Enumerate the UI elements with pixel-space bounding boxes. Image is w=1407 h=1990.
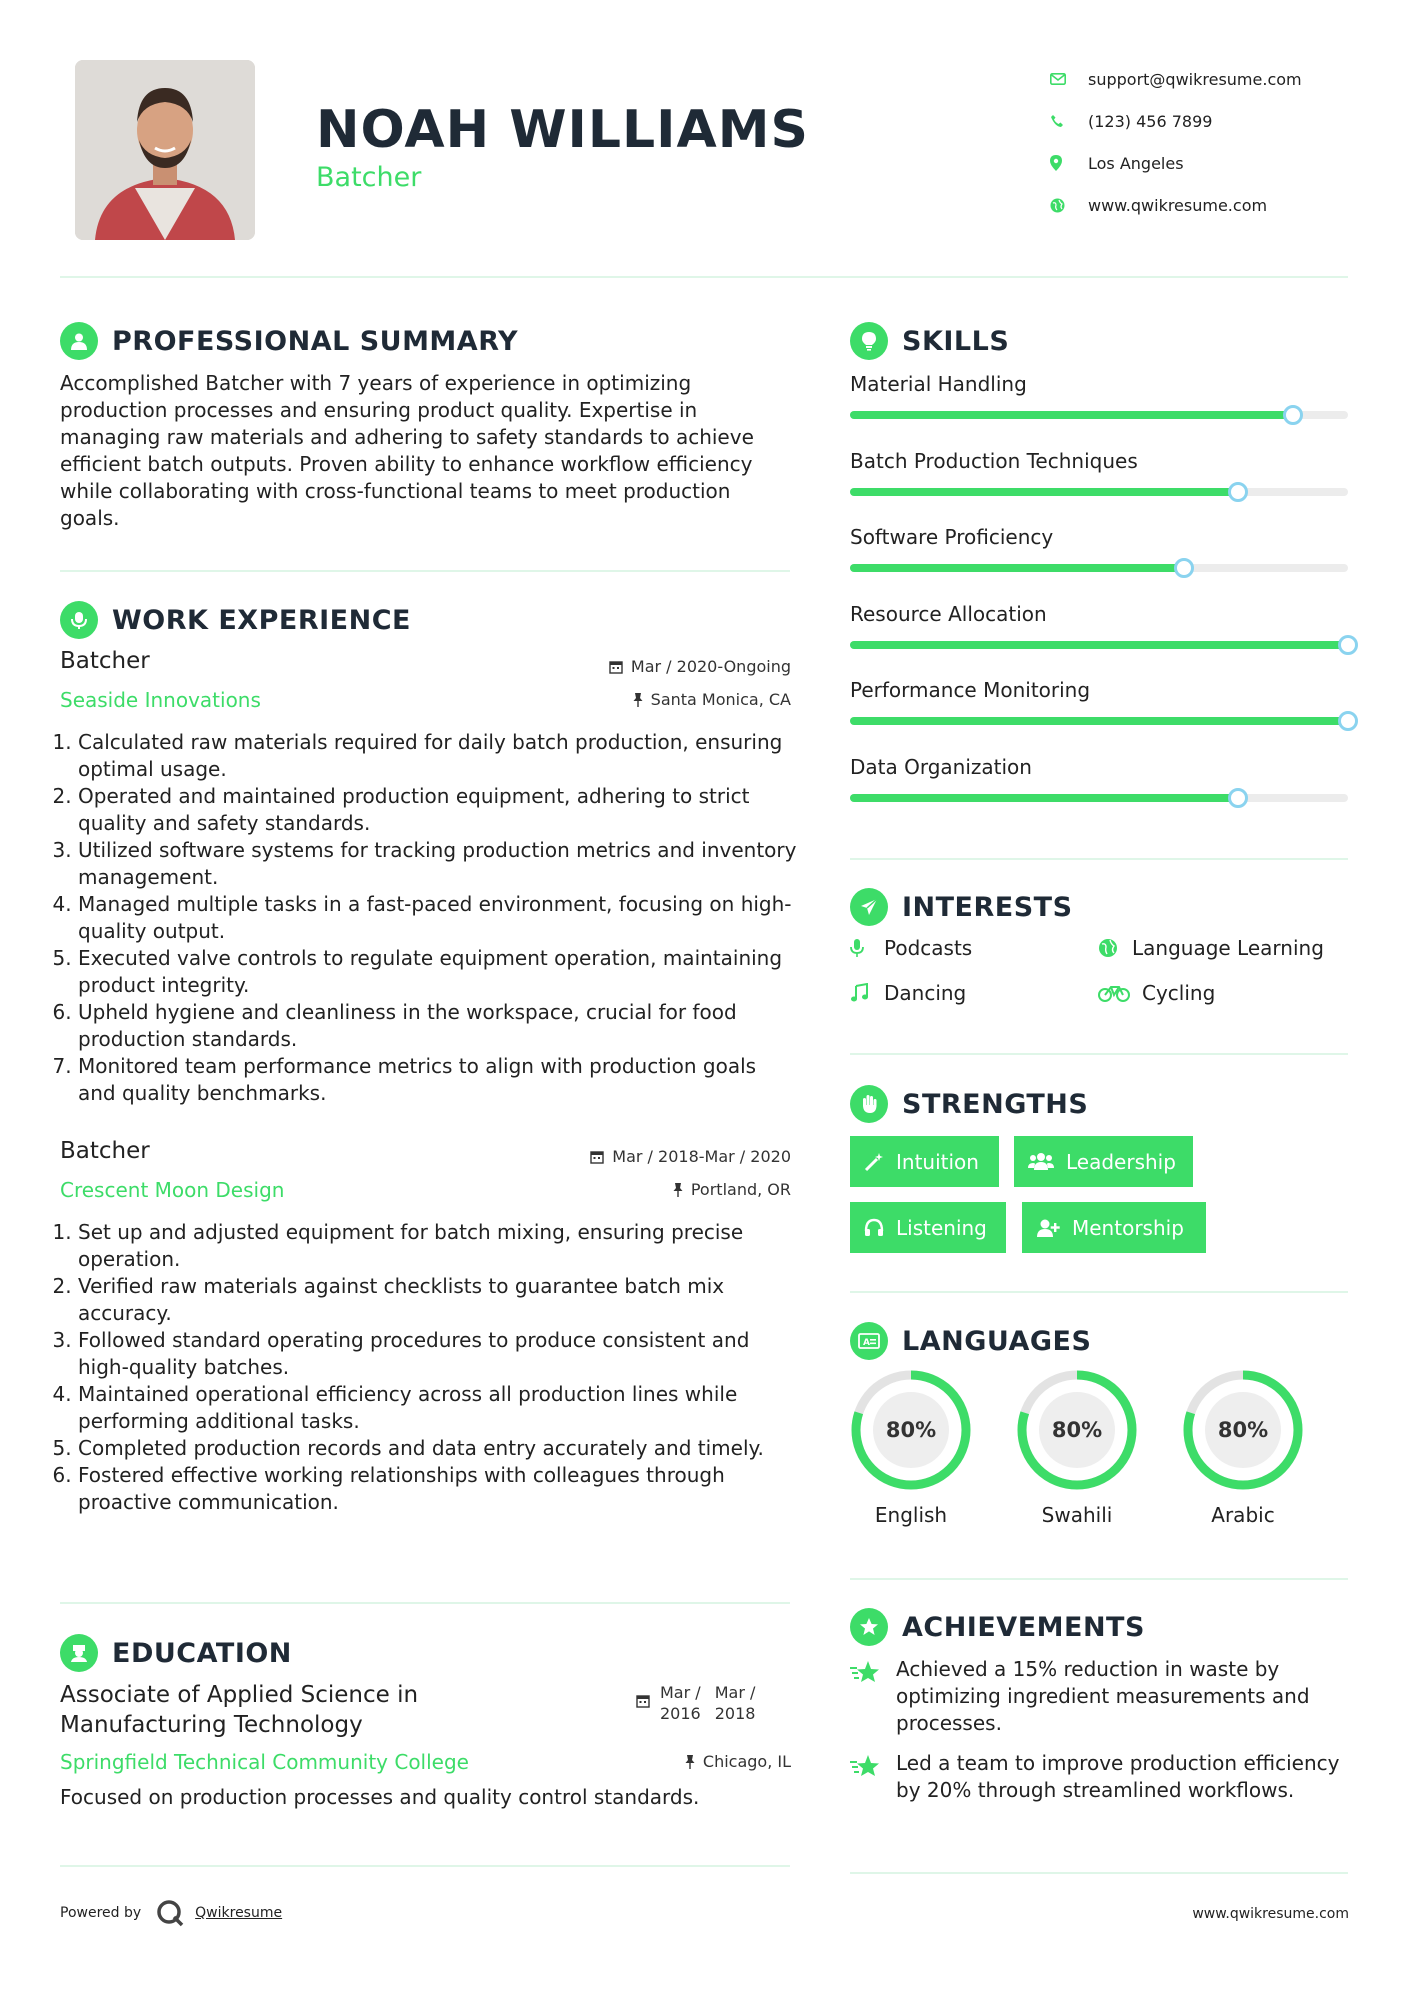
- user-plus-icon: [1036, 1218, 1060, 1238]
- calendar-icon: [609, 660, 623, 674]
- education-divider: [60, 1865, 790, 1867]
- skills-heading: [850, 322, 1009, 360]
- strength-label: Leadership: [1066, 1149, 1176, 1174]
- education-end-month: Mar /: [714, 1683, 756, 1702]
- achievement-item: [850, 1656, 1350, 1737]
- job-dates: [480, 1147, 791, 1166]
- users-icon: [1028, 1152, 1054, 1172]
- briefcase-icon: [60, 601, 98, 639]
- interests-heading: [850, 888, 1073, 926]
- skill-bar-knob: [1174, 558, 1194, 578]
- job-dates: [480, 657, 791, 676]
- language-item: [1182, 1369, 1304, 1527]
- job-title: Batcher: [60, 1138, 150, 1164]
- skill-bar-knob: [1228, 482, 1248, 502]
- skill-name: Batch Production Techniques: [850, 448, 1138, 473]
- footer-brand-link[interactable]: Qwikresume: [195, 1905, 283, 1921]
- education-location-text: Chicago, IL: [702, 1752, 791, 1771]
- list-item: 2. Verified raw materials against checklists to guarantee batch mix accuracy.: [78, 1273, 800, 1327]
- skill-item: [850, 678, 1348, 702]
- list-item: 1. Set up and adjusted equipment for batch mixing, ensuring precise operation.: [78, 1219, 800, 1273]
- footer-powered-label: Powered by: [60, 1905, 142, 1921]
- footer-powered-by: [60, 1898, 282, 1928]
- work-title: WORK EXPERIENCE: [112, 604, 411, 636]
- skill-bar-knob: [1283, 405, 1303, 425]
- job-bullets: [60, 729, 800, 1107]
- star-badge-icon: [850, 1608, 888, 1646]
- languages-title: LANGUAGES: [902, 1325, 1092, 1357]
- job-company: Crescent Moon Design: [60, 1178, 285, 1202]
- bicycle-icon: [1098, 984, 1142, 1002]
- job-bullets: [60, 1219, 800, 1516]
- magic-wand-icon: [864, 1152, 884, 1172]
- skill-name: Performance Monitoring: [850, 678, 1091, 702]
- star-icon: [850, 1750, 896, 1804]
- svg-text:A: A: [863, 1338, 870, 1348]
- job-location-text: Portland, OR: [690, 1180, 791, 1199]
- education-start-year: 2016: [660, 1704, 701, 1723]
- skills-divider: [850, 858, 1348, 860]
- interest-label: Podcasts: [884, 936, 973, 960]
- list-item: 5. Executed valve controls to regulate equipment operation, maintaining product integrity.: [78, 945, 800, 999]
- skill-bar-fill: [850, 794, 1238, 802]
- skill-item: [850, 449, 1348, 473]
- language-ring: [1182, 1369, 1304, 1491]
- skill-bar-fill: [850, 641, 1348, 649]
- list-item: 1. Calculated raw materials required for daily batch production, ensuring optimal usage.: [78, 729, 800, 783]
- strength-badge-mentorship: [1022, 1202, 1206, 1253]
- contact-location: [1050, 142, 1380, 184]
- languages-divider: [850, 1578, 1348, 1580]
- globe-icon: [1050, 198, 1088, 213]
- job-location: [480, 690, 791, 709]
- skill-bar-track: [850, 794, 1348, 802]
- contact-website[interactable]: [1050, 184, 1380, 226]
- strengths-heading: [850, 1085, 1088, 1123]
- interest-label: Cycling: [1142, 981, 1216, 1005]
- strength-badge-leadership: [1014, 1136, 1193, 1187]
- list-item: 4. Managed multiple tasks in a fast-paced environment, focusing on high-quality output.: [78, 891, 800, 945]
- language-percent: 80%: [885, 1418, 937, 1442]
- skill-name: Material Handling: [850, 372, 1027, 396]
- strength-label: Mentorship: [1072, 1215, 1184, 1240]
- job-dates-text: Mar / 2018-Mar / 2020: [612, 1147, 791, 1166]
- skill-bar-knob: [1338, 635, 1358, 655]
- languages-heading: [850, 1322, 1091, 1360]
- skill-bar-fill: [850, 564, 1184, 572]
- contact-block: [1050, 58, 1380, 226]
- achievements-title: ACHIEVEMENTS: [902, 1611, 1145, 1643]
- phone-icon: [1050, 114, 1088, 128]
- footer-website[interactable]: www.qwikresume.com: [1192, 1906, 1349, 1922]
- language-ring: [850, 1369, 972, 1491]
- achievement-text: Achieved a 15% reduction in waste by optimizing ingredient measurements and processes.: [896, 1657, 1310, 1735]
- calendar-icon: [590, 1150, 604, 1164]
- user-icon: [60, 322, 98, 360]
- skill-bar-fill: [850, 717, 1348, 725]
- summary-divider: [60, 570, 790, 572]
- achievements-divider: [850, 1872, 1348, 1874]
- language-icon: [850, 1322, 888, 1360]
- interest-item-podcasts: [850, 936, 972, 960]
- list-item: 4. Maintained operational efficiency across all production lines while performing additional tasks.: [78, 1381, 800, 1435]
- list-item: 7. Monitored team performance metrics to align with production goals and quality benchmarks.: [78, 1053, 800, 1107]
- job-title: Batcher: [60, 648, 150, 674]
- skill-bar-track: [850, 564, 1348, 572]
- music-icon: [850, 983, 884, 1003]
- summary-title: PROFESSIONAL SUMMARY: [112, 325, 519, 357]
- interest-label: Dancing: [884, 981, 967, 1005]
- interest-item-language-learning: [1098, 936, 1324, 960]
- hand-icon: [850, 1085, 888, 1123]
- list-item: 5. Completed production records and data entry accurately and timely.: [78, 1435, 800, 1462]
- job-company: Seaside Innovations: [60, 688, 261, 712]
- skill-bar-track: [850, 717, 1348, 725]
- headphones-icon: [864, 1218, 884, 1238]
- language-name: English: [874, 1503, 948, 1527]
- language-name: Swahili: [1041, 1503, 1113, 1527]
- education-description: Focused on production processes and quality control standards.: [60, 1785, 700, 1809]
- skill-bar-knob: [1228, 788, 1248, 808]
- achievement-item: [850, 1750, 1350, 1804]
- pushpin-icon: [673, 1183, 683, 1197]
- summary-heading: [60, 322, 518, 360]
- candidate-role: Batcher: [316, 162, 422, 193]
- language-ring: [1016, 1369, 1138, 1491]
- job-location: [480, 1180, 791, 1199]
- list-item: 6. Fostered effective working relationships with colleagues through proactive communication.: [78, 1462, 800, 1516]
- education-dates: [636, 1682, 755, 1724]
- person-photo-icon: [75, 60, 255, 240]
- paper-plane-icon: [850, 888, 888, 926]
- strength-badge-intuition: [850, 1136, 999, 1187]
- achievements-heading: [850, 1608, 1145, 1646]
- skill-bar-track: [850, 641, 1348, 649]
- skill-bar-track: [850, 488, 1348, 496]
- interest-label: Language Learning: [1132, 936, 1324, 960]
- achievement-text: Led a team to improve production efficiency by 20% through streamlined workflows.: [896, 1751, 1340, 1802]
- strengths-divider: [850, 1291, 1348, 1293]
- graduate-icon: [60, 1634, 98, 1672]
- skill-item: [850, 525, 1348, 549]
- skill-bar-track: [850, 411, 1348, 419]
- contact-phone[interactable]: [1050, 100, 1380, 142]
- candidate-name: NOAH WILLIAMS: [316, 100, 809, 160]
- list-item: 3. Followed standard operating procedures to produce consistent and high-quality batches.: [78, 1327, 800, 1381]
- work-heading: [60, 601, 411, 639]
- pushpin-icon: [685, 1755, 695, 1769]
- education-degree: Associate of Applied Science in Manufacturing Technology: [60, 1682, 419, 1738]
- skill-bar-fill: [850, 488, 1238, 496]
- job-location-text: Santa Monica, CA: [650, 690, 791, 709]
- education-title: EDUCATION: [112, 1637, 292, 1669]
- education-location: [480, 1752, 791, 1771]
- list-item: 6. Upheld hygiene and cleanliness in the workspace, crucial for food production standards.: [78, 999, 800, 1053]
- envelope-icon: [1050, 73, 1088, 85]
- skills-title: SKILLS: [902, 325, 1010, 357]
- language-item: [850, 1369, 972, 1527]
- education-start: [660, 1682, 701, 1724]
- skill-item: [850, 602, 1348, 626]
- interests-divider: [850, 1053, 1348, 1055]
- profile-photo: [75, 60, 255, 240]
- qwikresume-logo-icon: [155, 1898, 185, 1928]
- contact-email-text: support@qwikresume.com: [1088, 69, 1302, 89]
- work-divider: [60, 1602, 790, 1604]
- language-percent: 80%: [1217, 1418, 1269, 1442]
- star-icon: [850, 1656, 896, 1737]
- skill-bar-knob: [1338, 711, 1358, 731]
- skill-name: Resource Allocation: [850, 601, 1047, 626]
- language-name: Arabic: [1211, 1503, 1275, 1527]
- map-pin-icon: [1050, 155, 1088, 171]
- skill-name: Software Proficiency: [850, 525, 1054, 549]
- lightbulb-icon: [850, 322, 888, 360]
- summary-text: Accomplished Batcher with 7 years of experience in optimizing production processes and ensuring product quality. Expertise in managing raw materials and adhering to safety standards to achieve efficient batch outputs. Proven ability to enhance workflow efficiency while collaborating with cross-functional teams to meet production goals.: [60, 371, 754, 530]
- interests-title: INTERESTS: [902, 891, 1073, 923]
- skill-item: [850, 755, 1348, 779]
- interest-item-cycling: [1098, 981, 1215, 1005]
- strengths-title: STRENGTHS: [902, 1088, 1089, 1120]
- pushpin-icon: [633, 693, 643, 707]
- job-dates-text: Mar / 2020-Ongoing: [630, 657, 791, 676]
- header-divider: [60, 276, 1348, 278]
- interest-item-dancing: [850, 981, 966, 1005]
- strength-badge-listening: [850, 1202, 1006, 1253]
- globe-icon: [1098, 938, 1132, 958]
- skill-name: Data Organization: [850, 754, 1032, 779]
- microphone-icon: [850, 938, 884, 958]
- contact-email[interactable]: [1050, 58, 1380, 100]
- contact-location-text: Los Angeles: [1088, 153, 1184, 173]
- skill-bar-fill: [850, 411, 1293, 419]
- strength-label: Intuition: [896, 1149, 979, 1174]
- list-item: 2. Operated and maintained production equipment, adhering to strict quality and safety standards.: [78, 783, 800, 837]
- education-end-year: 2018: [714, 1704, 756, 1723]
- language-item: [1016, 1369, 1138, 1527]
- language-percent: 80%: [1051, 1418, 1103, 1442]
- contact-phone-text: (123) 456 7899: [1088, 111, 1213, 131]
- list-item: 3. Utilized software systems for tracking production metrics and inventory management.: [78, 837, 800, 891]
- strength-label: Listening: [896, 1215, 987, 1240]
- calendar-icon: [636, 1694, 650, 1708]
- education-heading: [60, 1634, 292, 1672]
- education-start-month: Mar /: [660, 1683, 701, 1702]
- education-end: [715, 1682, 756, 1724]
- contact-website-text: www.qwikresume.com: [1088, 195, 1268, 215]
- education-school: Springfield Technical Community College: [60, 1750, 469, 1774]
- skill-item: [850, 372, 1348, 396]
